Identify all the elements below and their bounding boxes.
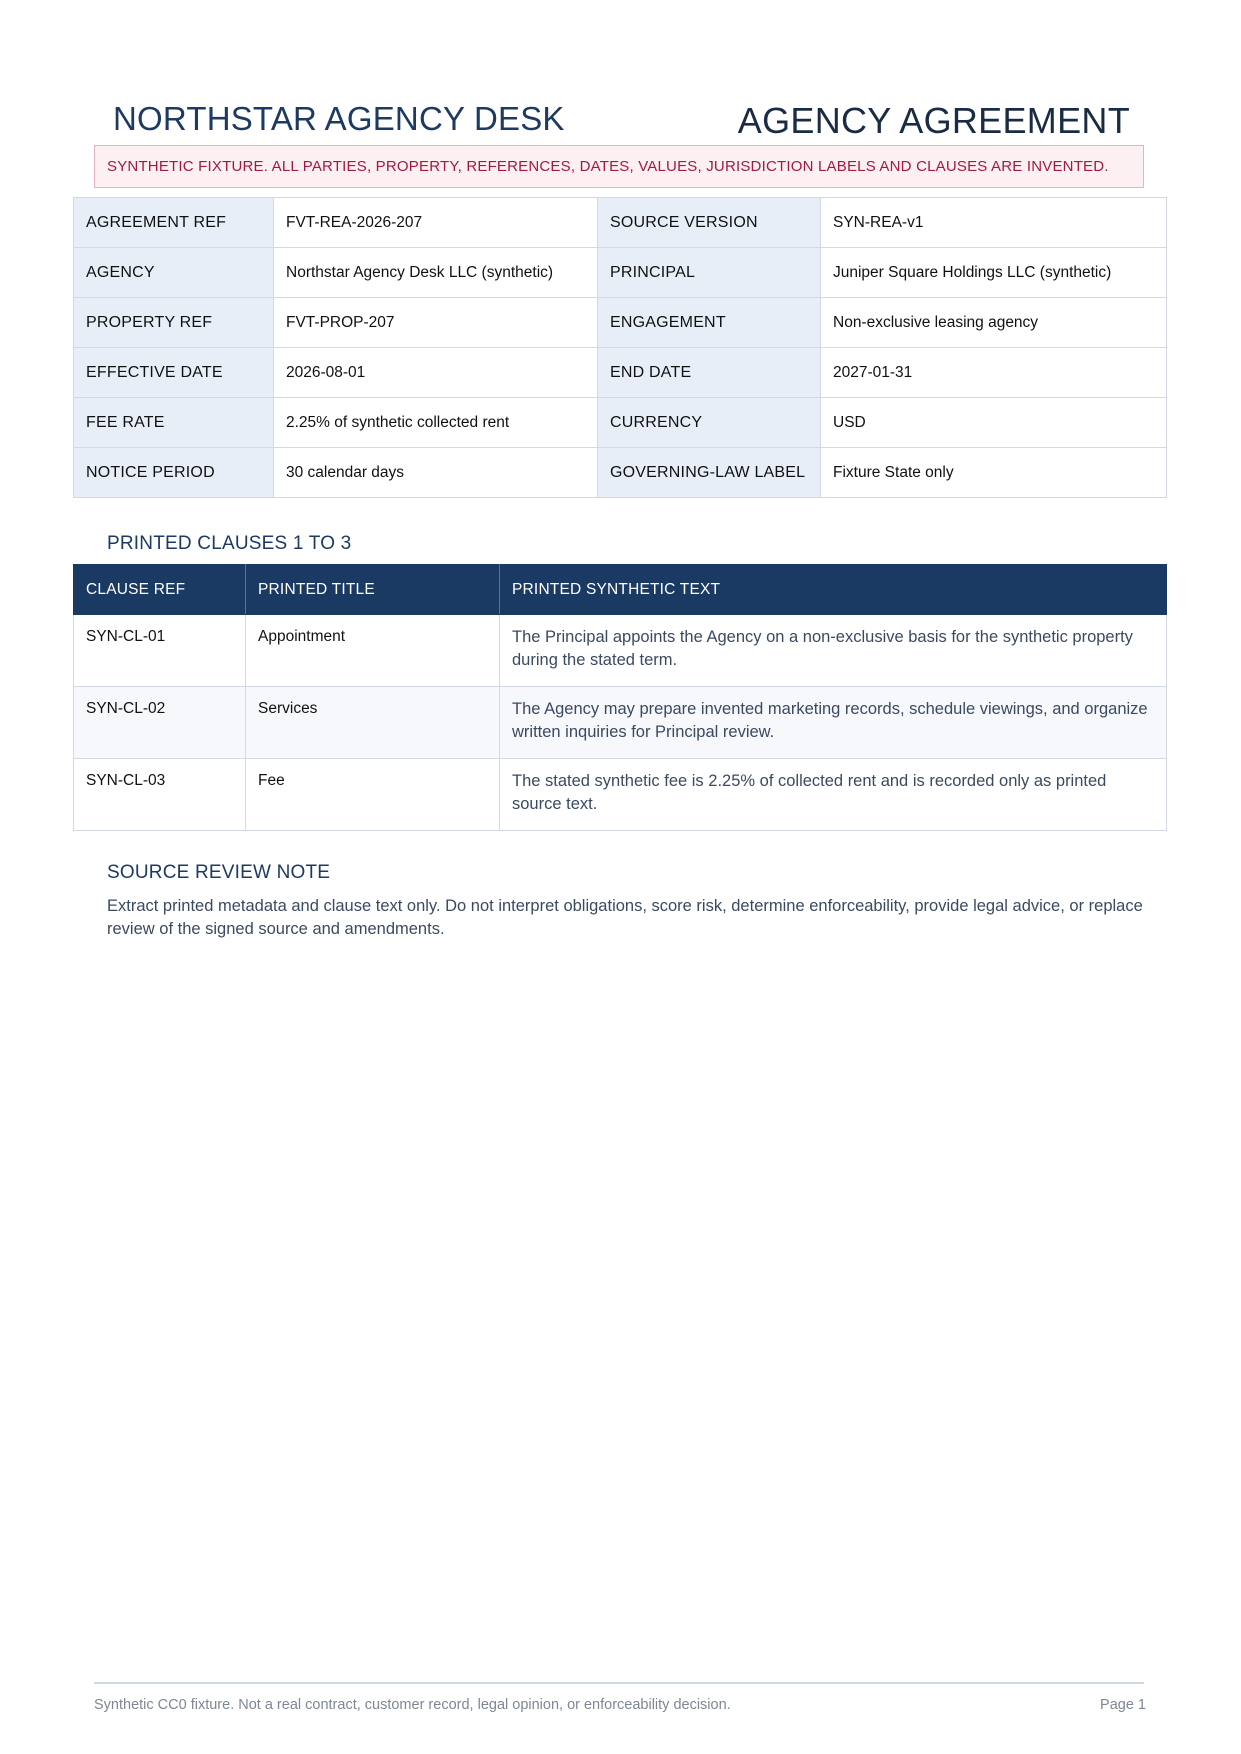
metadata-label: EFFECTIVE DATE	[74, 348, 274, 398]
agreement-metadata-table	[73, 197, 1167, 498]
clause-text: The Agency may prepare invented marketing records, schedule viewings, and organize written inquiries for Principal review.	[500, 687, 1167, 759]
metadata-row	[74, 198, 1167, 248]
metadata-value: 30 calendar days	[274, 448, 598, 498]
clause-title: Appointment	[246, 615, 500, 687]
metadata-label: CURRENCY	[598, 398, 821, 448]
metadata-row	[74, 398, 1167, 448]
clause-ref: SYN-CL-03	[74, 759, 246, 831]
metadata-label: PROPERTY REF	[74, 298, 274, 348]
metadata-value: FVT-REA-2026-207	[274, 198, 598, 248]
metadata-label: AGENCY	[74, 248, 274, 298]
table-row	[74, 687, 1167, 759]
metadata-value: 2026-08-01	[274, 348, 598, 398]
footer-disclaimer: Synthetic CC0 fixture. Not a real contract, customer record, legal opinion, or enforceability decision.	[94, 1697, 731, 1713]
review-note-text: Extract printed metadata and clause text only. Do not interpret obligations, score risk, determine enforceability, provide legal advice, or replace review of the signed source and amendments.	[107, 897, 1143, 938]
metadata-label: GOVERNING-LAW LABEL	[598, 448, 821, 498]
table-row	[74, 759, 1167, 831]
document-title: AGENCY AGREEMENT	[737, 100, 1130, 141]
column-header-printed-title: PRINTED TITLE	[246, 565, 500, 615]
agency-brand-name: NORTHSTAR AGENCY DESK	[113, 100, 565, 137]
review-note-heading: SOURCE REVIEW NOTE	[107, 862, 331, 883]
synthetic-fixture-notice: SYNTHETIC FIXTURE. ALL PARTIES, PROPERTY, REFERENCES, DATES, VALUES, JURISDICTION LABELS AND CLAUSES ARE INVENTED.	[94, 145, 1144, 188]
clauses-section-heading: PRINTED CLAUSES 1 TO 3	[107, 533, 352, 554]
metadata-label: NOTICE PERIOD	[74, 448, 274, 498]
column-header-clause-ref: CLAUSE REF	[74, 565, 246, 615]
metadata-label: AGREEMENT REF	[74, 198, 274, 248]
metadata-row	[74, 348, 1167, 398]
printed-clauses-table	[73, 564, 1167, 831]
metadata-value: Non-exclusive leasing agency	[821, 298, 1167, 348]
column-header-printed-text: PRINTED SYNTHETIC TEXT	[500, 565, 1167, 615]
metadata-value: Northstar Agency Desk LLC (synthetic)	[274, 248, 598, 298]
clause-title: Services	[246, 687, 500, 759]
metadata-value: 2027-01-31	[821, 348, 1167, 398]
clause-text: The Principal appoints the Agency on a non-exclusive basis for the synthetic property during the stated term.	[500, 615, 1167, 687]
footer-divider	[94, 1682, 1144, 1684]
clause-ref: SYN-CL-02	[74, 687, 246, 759]
metadata-value: Fixture State only	[821, 448, 1167, 498]
metadata-label: END DATE	[598, 348, 821, 398]
metadata-label: FEE RATE	[74, 398, 274, 448]
clause-ref: SYN-CL-01	[74, 615, 246, 687]
metadata-row	[74, 248, 1167, 298]
metadata-value: USD	[821, 398, 1167, 448]
metadata-value: Juniper Square Holdings LLC (synthetic)	[821, 248, 1167, 298]
metadata-label: PRINCIPAL	[598, 248, 821, 298]
metadata-value: 2.25% of synthetic collected rent	[274, 398, 598, 448]
metadata-row	[74, 298, 1167, 348]
clause-text: The stated synthetic fee is 2.25% of collected rent and is recorded only as printed source text.	[500, 759, 1167, 831]
metadata-value: SYN-REA-v1	[821, 198, 1167, 248]
clauses-header-row	[74, 565, 1167, 615]
metadata-value: FVT-PROP-207	[274, 298, 598, 348]
clause-title: Fee	[246, 759, 500, 831]
page-number: Page 1	[1100, 1697, 1146, 1713]
metadata-label: ENGAGEMENT	[598, 298, 821, 348]
metadata-row	[74, 448, 1167, 498]
metadata-label: SOURCE VERSION	[598, 198, 821, 248]
table-row	[74, 615, 1167, 687]
